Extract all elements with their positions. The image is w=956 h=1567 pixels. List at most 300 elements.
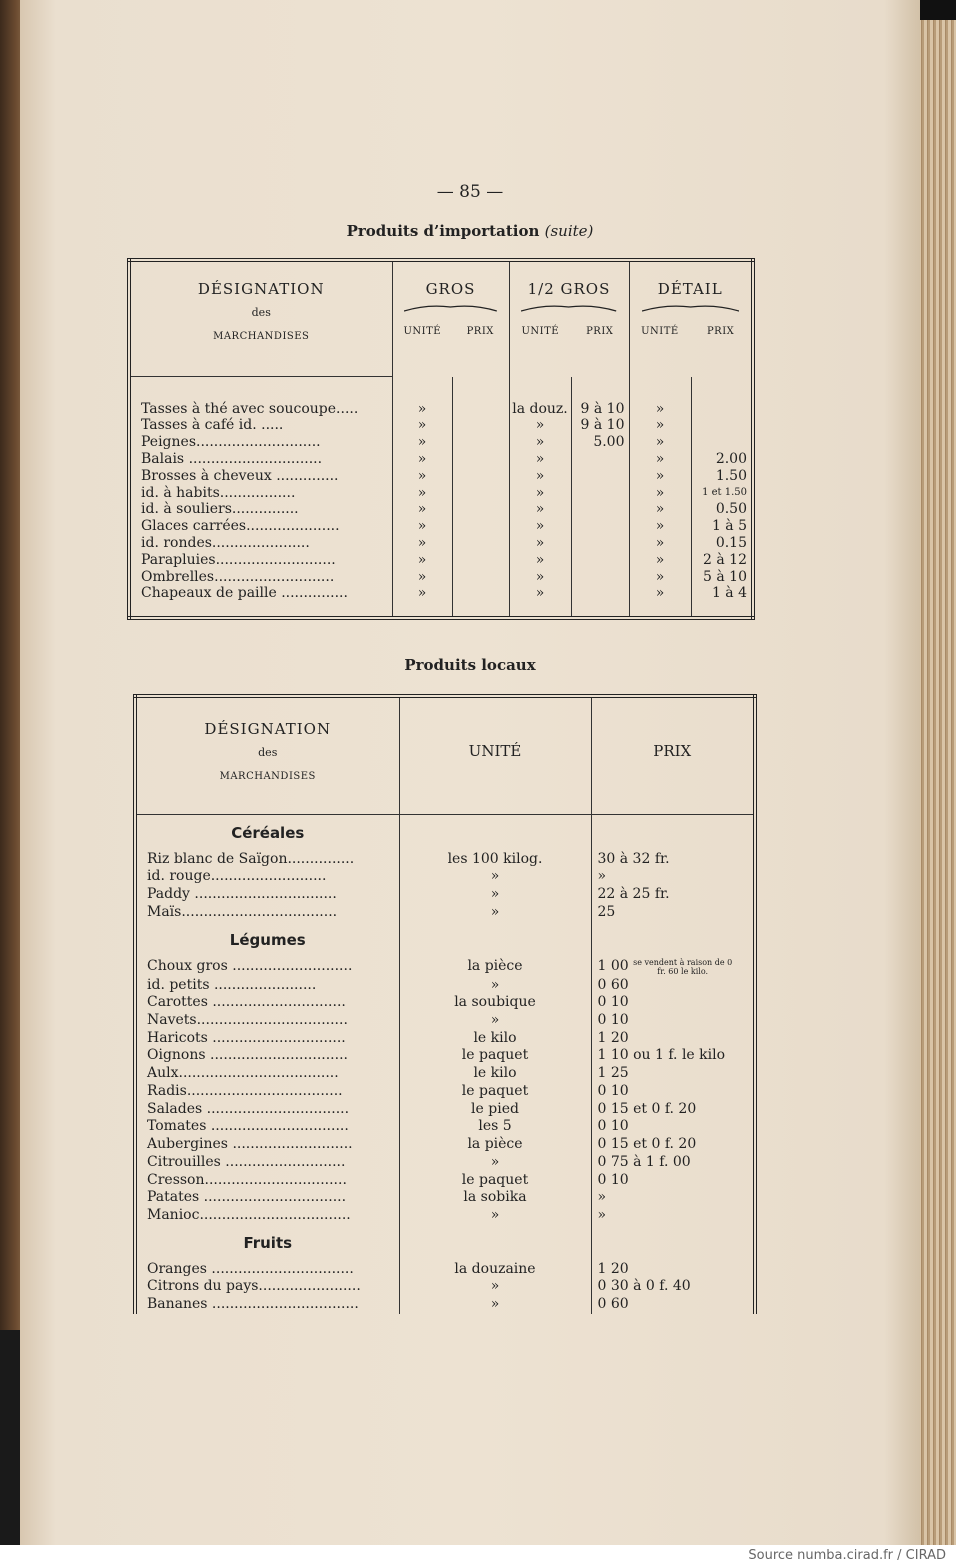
table-cell	[399, 958, 591, 977]
table-row	[135, 1207, 755, 1225]
table-cell: id. à souliers...............	[141, 501, 299, 518]
table-cell: »	[629, 401, 691, 418]
cell-text: la pièce	[467, 1136, 523, 1153]
spacer-cell	[129, 377, 392, 401]
cell-text: 1 25	[597, 1065, 629, 1082]
table-cell	[399, 1154, 591, 1172]
cell-text: »	[597, 1189, 607, 1206]
table-row	[135, 904, 755, 922]
cell-text: 0 10	[597, 1082, 629, 1099]
spacer-cell	[392, 602, 452, 618]
table-row	[135, 1083, 755, 1101]
import-table-header	[129, 260, 753, 377]
table-cell	[591, 1012, 755, 1030]
brace-gros-icon	[404, 304, 497, 312]
cell-text: 0 10	[597, 1118, 629, 1135]
table-cell	[135, 1047, 399, 1065]
table-cell: »	[392, 434, 452, 451]
table-cell	[571, 569, 629, 586]
table-cell	[452, 518, 509, 535]
table-cell: »	[629, 552, 691, 569]
table-cell: »	[392, 401, 452, 418]
local-table-body	[135, 814, 755, 1314]
cell-text: »	[490, 868, 500, 885]
table-cell	[135, 1012, 399, 1030]
header-designation-label: DÉSIGNATION	[197, 280, 325, 298]
table-cell	[591, 994, 755, 1012]
table-cell: »	[392, 552, 452, 569]
table-cell: Peignes............................	[141, 434, 321, 451]
cell-text: »	[490, 976, 500, 993]
header-demi-gros-label: 1/2 GROS	[527, 280, 611, 298]
table-row	[129, 585, 753, 602]
table-cell	[591, 1083, 755, 1101]
cell-text: le pied	[471, 1100, 519, 1117]
table-cell	[591, 1101, 755, 1119]
table-cell: »	[629, 501, 691, 518]
table-row	[135, 1030, 755, 1048]
table-cell: »	[509, 585, 571, 602]
table-row	[135, 886, 755, 904]
book-page	[20, 0, 920, 1545]
cell-text: 30 à 32 fr.	[597, 850, 670, 867]
cell-text: Haricots ..............................	[147, 1029, 346, 1046]
cell-text: Citrons du pays.......................	[147, 1278, 361, 1295]
cell-text: la soubique	[454, 994, 536, 1011]
table-cell	[571, 468, 629, 485]
table-cell: 1.50	[691, 468, 753, 485]
spacer-cell	[629, 377, 691, 401]
cell-text: Navets..................................	[147, 1011, 348, 1028]
table-cell: Glaces carrées.....................	[141, 518, 340, 535]
table-cell: »	[509, 434, 571, 451]
local-header-designation-label: DÉSIGNATION	[204, 720, 332, 738]
cell-text: Bananes .................................	[147, 1296, 359, 1313]
cell-text: Oranges ................................	[147, 1260, 354, 1277]
cell-text: »	[490, 903, 500, 920]
table-cell	[135, 1065, 399, 1083]
choux-note: se vendent à raison de 0 fr. 60 le kilo.	[633, 957, 733, 976]
header-detail	[629, 260, 753, 377]
table-cell	[691, 401, 753, 418]
table-cell	[399, 977, 591, 995]
table-cell: 1 à 4	[691, 585, 753, 602]
header-detail-label: DÉTAIL	[657, 280, 723, 298]
table-cell: id. à habits.................	[141, 484, 296, 501]
cell-text: la douzaine	[454, 1260, 536, 1277]
cell-text: Aulx....................................	[147, 1065, 339, 1082]
table-cell: 5.00	[571, 434, 629, 451]
table-cell	[135, 886, 399, 904]
table-cell	[135, 868, 399, 886]
header-demi-gros-sub	[510, 326, 629, 337]
detail-prix-label: PRIX	[706, 326, 735, 337]
cell-text: le kilo	[473, 1065, 517, 1082]
spacer-cell	[399, 922, 591, 958]
spacer-cell	[629, 602, 691, 618]
spacer-cell	[509, 377, 571, 401]
detail-unite-label: UNITÉ	[641, 326, 679, 337]
table-row	[135, 977, 755, 995]
table-cell	[135, 1118, 399, 1136]
table-cell: »	[629, 468, 691, 485]
source-footer	[0, 1545, 956, 1567]
table-cell	[571, 518, 629, 535]
spacer-cell	[591, 814, 755, 850]
table-cell: »	[509, 468, 571, 485]
table-cell	[135, 1030, 399, 1048]
gros-unite-label: UNITÉ	[403, 326, 442, 337]
table-cell	[399, 1118, 591, 1136]
table-cell	[591, 851, 755, 869]
table-cell: »	[629, 417, 691, 434]
spacer-cell	[392, 377, 452, 401]
table-cell	[135, 1261, 399, 1279]
local-section-title: Produits locaux	[404, 656, 536, 674]
table-cell: »	[509, 485, 571, 502]
table-cell	[571, 501, 629, 518]
cell-text: 25	[597, 903, 616, 920]
table-spacer-row	[129, 377, 753, 401]
spacer-cell	[571, 377, 629, 401]
cell-text: »	[490, 886, 500, 903]
table-cell	[591, 904, 755, 922]
table-cell	[591, 1047, 755, 1065]
table-cell: Parapluies...........................	[141, 551, 336, 568]
table-row	[129, 468, 753, 485]
table-cell	[399, 1207, 591, 1225]
table-cell: »	[392, 569, 452, 586]
table-cell	[591, 1136, 755, 1154]
table-cell	[452, 468, 509, 485]
table-cell	[591, 1030, 755, 1048]
table-cell	[691, 417, 753, 434]
table-cell: »	[392, 417, 452, 434]
table-cell	[399, 1136, 591, 1154]
cell-text: Carottes ..............................	[147, 994, 346, 1011]
table-cell	[135, 1154, 399, 1172]
table-row	[135, 1154, 755, 1172]
table-cell: »	[392, 451, 452, 468]
demi-gros-unite-label: UNITÉ	[521, 326, 560, 337]
cell-text: la sobika	[463, 1189, 527, 1206]
table-row	[135, 1296, 755, 1314]
cell-text: les 100 kilog.	[447, 850, 543, 867]
table-cell	[591, 1261, 755, 1279]
cell-text: 0 10	[597, 994, 629, 1011]
table-cell	[135, 1136, 399, 1154]
table-cell	[591, 1296, 755, 1314]
table-row	[129, 451, 753, 468]
table-cell: la douz.	[509, 401, 571, 418]
table-row	[135, 1172, 755, 1190]
table-cell: 2.00	[691, 451, 753, 468]
cell-text: les 5	[478, 1118, 512, 1135]
table-row	[135, 1118, 755, 1136]
table-cell	[135, 977, 399, 995]
cell-text: la pièce	[467, 957, 523, 974]
cell-text: le kilo	[473, 1029, 517, 1046]
cell-text: 0 15 et 0 f. 20	[597, 1100, 697, 1117]
table-cell	[452, 434, 509, 451]
table-row	[135, 958, 755, 977]
spacer-cell	[591, 1225, 755, 1261]
table-cell	[591, 1207, 755, 1225]
table-cell	[571, 585, 629, 602]
local-header-designation	[135, 696, 399, 814]
table-cell	[399, 1101, 591, 1119]
table-row	[129, 434, 753, 451]
table-row	[129, 552, 753, 569]
table-cell	[591, 868, 755, 886]
spacer-cell	[571, 602, 629, 618]
table-row	[135, 1136, 755, 1154]
header-des-label: des	[251, 306, 271, 319]
cell-text: 0 60	[597, 1296, 629, 1313]
category-name: Céréales	[231, 823, 305, 842]
table-cell	[591, 1189, 755, 1207]
category-row	[135, 1225, 755, 1261]
table-cell	[591, 1065, 755, 1083]
header-gros-label: GROS	[425, 280, 476, 298]
table-cell	[452, 552, 509, 569]
table-cell	[399, 1278, 591, 1296]
local-price-table	[133, 694, 757, 1314]
table-cell	[571, 451, 629, 468]
header-designation	[129, 260, 392, 377]
table-row	[135, 1278, 755, 1296]
cell-text: Aubergines ...........................	[147, 1136, 353, 1153]
table-row	[129, 417, 753, 434]
table-cell: Ombrelles...........................	[141, 568, 335, 585]
cell-text: 0 15 et 0 f. 20	[597, 1136, 697, 1153]
table-cell	[452, 485, 509, 502]
cell-text: le paquet	[461, 1082, 529, 1099]
category-row	[135, 922, 755, 958]
table-cell	[135, 1189, 399, 1207]
spacer-cell	[399, 814, 591, 850]
table-cell: »	[509, 501, 571, 518]
cell-text: »	[597, 1207, 607, 1224]
cell-text: »	[490, 1011, 500, 1028]
cell-text: 1 00	[597, 957, 629, 974]
local-header-unite	[399, 696, 591, 814]
table-cell	[399, 868, 591, 886]
table-row	[135, 1047, 755, 1065]
table-cell: »	[629, 585, 691, 602]
table-cell	[399, 1172, 591, 1190]
category-name: Légumes	[229, 930, 306, 949]
table-cell	[135, 1296, 399, 1314]
table-cell: »	[392, 518, 452, 535]
table-cell: id. rondes......................	[141, 535, 310, 552]
table-row	[129, 518, 753, 535]
table-row	[129, 569, 753, 586]
cell-text: 1 10 ou 1 f. le kilo	[597, 1047, 726, 1064]
table-cell: »	[629, 434, 691, 451]
table-cell	[452, 569, 509, 586]
spacer-cell	[691, 602, 753, 618]
table-cell	[591, 886, 755, 904]
cell-text: Maïs...................................	[147, 903, 338, 920]
table-cell	[399, 1083, 591, 1101]
table-cell: »	[629, 451, 691, 468]
header-demi-gros	[509, 260, 629, 377]
cell-text: 0 10	[597, 1011, 629, 1028]
table-cell: 5 à 10	[691, 569, 753, 586]
cell-text: Oignons ...............................	[147, 1047, 348, 1064]
table-row	[135, 994, 755, 1012]
table-cell: Balais ..............................	[141, 451, 323, 468]
table-cell: 9 à 10	[571, 417, 629, 434]
table-cell	[399, 904, 591, 922]
table-cell	[591, 1154, 755, 1172]
local-header-prix	[591, 696, 755, 814]
table-cell	[452, 401, 509, 418]
table-cell	[399, 1047, 591, 1065]
table-cell	[135, 958, 399, 977]
table-cell: »	[629, 535, 691, 552]
cell-text: 1 20	[597, 1029, 629, 1046]
table-cell	[571, 485, 629, 502]
cell-text: id. petits .......................	[147, 976, 317, 993]
import-price-table	[127, 258, 755, 620]
table-cell: »	[629, 518, 691, 535]
table-cell	[399, 1261, 591, 1279]
table-spacer-row	[129, 602, 753, 618]
cell-text: le paquet	[461, 1171, 529, 1188]
table-row	[129, 535, 753, 552]
local-header-des-label: des	[258, 746, 278, 759]
table-cell: 0.15	[691, 535, 753, 552]
table-cell: Chapeaux de paille ...............	[141, 585, 348, 602]
cell-text: 0 75 à 1 f. 00	[597, 1153, 691, 1170]
table-row	[135, 1261, 755, 1279]
cell-text: Paddy ................................	[147, 886, 337, 903]
category-name: Fruits	[243, 1233, 293, 1252]
cell-text: 0 30 à 0 f. 40	[597, 1278, 691, 1295]
table-cell	[399, 1012, 591, 1030]
table-cell: »	[509, 451, 571, 468]
table-cell	[591, 1278, 755, 1296]
table-cell: »	[509, 552, 571, 569]
table-cell: »	[629, 485, 691, 502]
header-detail-sub	[630, 326, 752, 337]
table-cell	[399, 1065, 591, 1083]
cell-text: Cresson................................	[147, 1171, 347, 1188]
spacer-cell	[691, 377, 753, 401]
spacer-cell	[591, 922, 755, 958]
spacer-cell	[129, 602, 392, 618]
table-cell	[135, 1207, 399, 1225]
table-cell	[452, 535, 509, 552]
table-cell: Brosses à cheveux ..............	[141, 467, 339, 484]
table-cell	[135, 994, 399, 1012]
cell-text: Manioc..................................	[147, 1207, 351, 1224]
table-cell	[452, 451, 509, 468]
table-row	[129, 485, 753, 502]
import-section-title	[20, 222, 920, 240]
table-cell: »	[509, 569, 571, 586]
cell-text: Citrouilles ...........................	[147, 1153, 346, 1170]
source-credit: Source numba.cirad.fr / CIRAD	[748, 1548, 946, 1563]
cell-text: Radis...................................	[147, 1082, 343, 1099]
gros-prix-label: PRIX	[466, 326, 494, 337]
cell-text: 1 20	[597, 1260, 629, 1277]
table-cell	[399, 994, 591, 1012]
table-cell	[399, 886, 591, 904]
cell-text: 0 10	[597, 1171, 629, 1188]
cell-text: id. rouge..........................	[147, 868, 327, 885]
table-cell	[135, 1083, 399, 1101]
table-cell	[399, 1189, 591, 1207]
table-cell	[135, 904, 399, 922]
table-cell: 0.50	[691, 501, 753, 518]
cell-text: »	[490, 1207, 500, 1224]
brace-demi-gros-icon	[521, 304, 616, 312]
cell-text: le paquet	[461, 1047, 529, 1064]
spacer-cell	[509, 602, 571, 618]
import-title-text: Produits d’importation	[346, 222, 540, 240]
table-cell	[571, 552, 629, 569]
table-cell: »	[509, 518, 571, 535]
table-cell	[591, 958, 755, 977]
table-cell	[571, 535, 629, 552]
table-cell	[135, 1278, 399, 1296]
cell-text: 0 60	[597, 976, 629, 993]
import-title-suffix: (suite)	[544, 222, 594, 240]
table-cell	[135, 851, 399, 869]
table-cell	[135, 1101, 399, 1119]
table-cell	[691, 434, 753, 451]
table-cell	[452, 417, 509, 434]
cell-text: Tomates ...............................	[147, 1118, 349, 1135]
local-table-header	[135, 696, 755, 814]
cell-text: »	[490, 1296, 500, 1313]
table-cell	[399, 1030, 591, 1048]
demi-gros-prix-label: PRIX	[586, 326, 614, 337]
table-cell	[591, 1118, 755, 1136]
cell-text: »	[490, 1278, 500, 1295]
table-cell: »	[629, 569, 691, 586]
page-number: — 85 —	[436, 182, 504, 202]
header-marchandises-label: MARCHANDISES	[213, 331, 310, 342]
table-cell: »	[392, 468, 452, 485]
table-cell	[452, 585, 509, 602]
table-cell: 9 à 10	[571, 401, 629, 418]
table-cell: »	[392, 501, 452, 518]
table-row	[129, 501, 753, 518]
cell-text: Salades ................................	[147, 1100, 350, 1117]
table-row	[135, 1012, 755, 1030]
brace-detail-icon	[642, 304, 739, 312]
table-row	[135, 1189, 755, 1207]
table-cell: »	[392, 485, 452, 502]
spacer-cell	[399, 1225, 591, 1261]
table-cell	[399, 851, 591, 869]
table-cell: Tasses à café id. .....	[141, 417, 284, 434]
table-cell	[591, 977, 755, 995]
header-gros-sub	[393, 326, 509, 337]
table-cell: »	[392, 535, 452, 552]
local-header-marchandises-label: MARCHANDISES	[219, 771, 316, 782]
table-row	[129, 401, 753, 418]
spacer-cell	[452, 377, 509, 401]
category-row	[135, 814, 755, 850]
table-cell	[399, 1296, 591, 1314]
table-row	[135, 1065, 755, 1083]
table-cell: »	[509, 417, 571, 434]
